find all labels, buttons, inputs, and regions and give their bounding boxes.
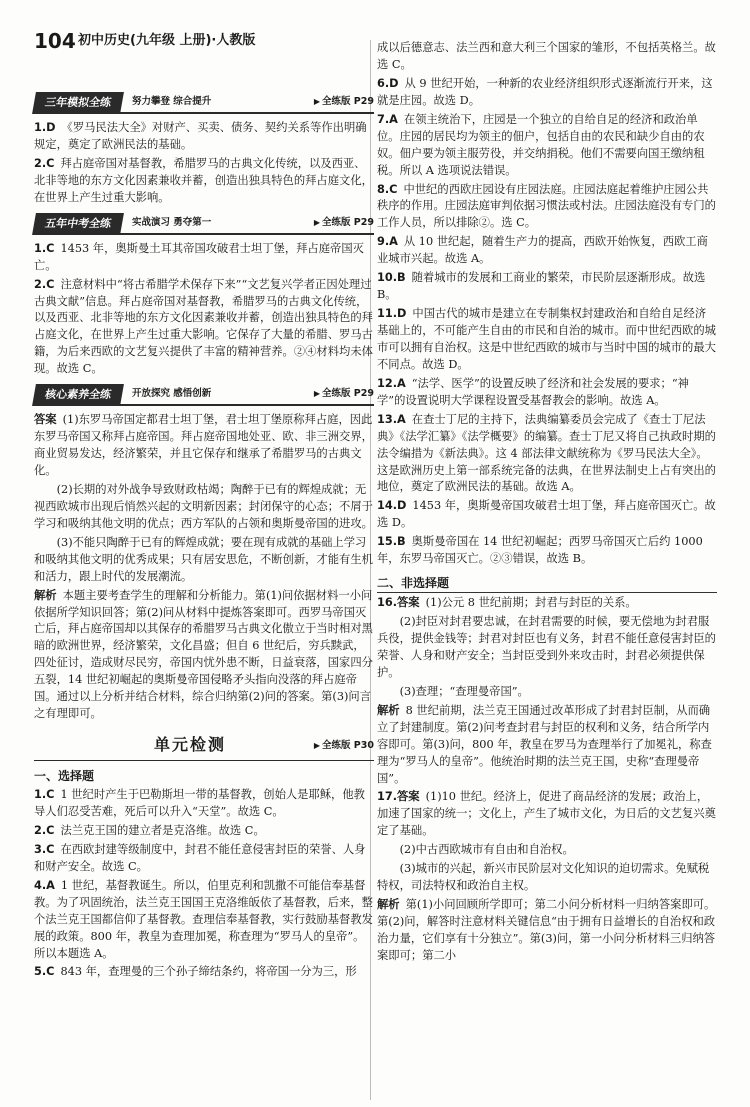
answer-item — [377, 182, 717, 233]
item-text: 中世纪的西欧庄园设有庄园法庭。庄园法庭起着维护庄园公共秩序的作用。庄园法庭审判依据习惯法或村法。庄园法庭没有专门的工作人员，所以排除②。选 C。 — [377, 182, 716, 230]
item-text: 1453 年，奥斯曼土耳其帝国攻破君士坦丁堡，拜占庭帝国灭亡。 — [34, 241, 364, 272]
answer-item — [34, 964, 374, 981]
item-label: 14.D — [377, 499, 407, 513]
analysis-text: 8 世纪前期，法兰克王国通过改革形成了封君封臣制，从而确立了封建制度。第(2)问考查封君与封臣的权利和义务，结合所学内容即可。第(3)问，800 年，教皇在罗马为查理举行了加冕礼，称查理为“罗马人的皇帝”。他统治时期的法兰克王国，史称“查理曼帝国”。 — [377, 703, 712, 785]
item-text: 1453 年，奥斯曼帝国攻破君士坦丁堡，拜占庭帝国灭亡。故选 D。 — [377, 499, 716, 530]
answer-block — [377, 595, 717, 612]
answer-para: (1)公元 8 世纪前期；封君与封臣的关系。 — [425, 596, 637, 610]
item-text: 随着城市的发展和工商业的繁荣，市民阶层逐渐形成。故选 B。 — [377, 271, 706, 302]
item-text: 拜占庭帝国对基督教，希腊罗马的古典文化传统，以及西亚、北非等地的东方文化因素兼收并蓄，创造出独具特色的拜占庭文化，在世界上产生过重大影响。 — [34, 156, 373, 204]
answer-label: 答案 — [34, 413, 57, 427]
answer-block — [377, 789, 717, 840]
answer-item — [34, 120, 374, 154]
right-column — [377, 40, 717, 967]
item-text: “法学、医学”的设置反映了经济和社会发展的要求；“神学”的设置说明大学课程设置受基督教会的影响。故选 A。 — [377, 376, 689, 407]
answer-para: (2)封臣对封君要忠诚，在封君需要的时候，要无偿地为封君服兵役，提供金钱等；封君对封臣也有义务，封君不能任意侵害封臣的荣誉、人身和财产安全；当封臣受到外来攻击时，封君必须提供保护。 — [377, 615, 716, 679]
band-slogan: 开放探究 感悟创新 — [132, 388, 212, 400]
item-label: 11.D — [377, 307, 407, 321]
item-label: 12.A — [377, 376, 406, 390]
analysis-label: 解析 — [377, 703, 400, 717]
band-slogan: 努力攀登 综合提升 — [132, 96, 212, 107]
item-label: 2.C — [34, 823, 55, 837]
analysis-block — [377, 703, 717, 788]
item-label: 1.C — [34, 241, 55, 255]
answer-item — [34, 277, 374, 379]
answer-item — [34, 156, 374, 207]
answer-item — [34, 842, 374, 876]
analysis-text: 第(1)小问回顾所学即可；第二小问分析材料一归纳答案即可。第(2)问，解答时注意材料关键信息“由于拥有日益增长的自治权和政治力量，它们享有十分独立”。第(3)问，第一小问分析材料三归纳答案即可；第二小 — [377, 898, 716, 962]
item-label: 1.C — [34, 788, 55, 802]
item-label: 6.D — [377, 76, 399, 90]
item-label: 10.B — [377, 271, 406, 285]
band-tag: 三年模拟全练 — [32, 92, 124, 114]
item-label: 7.A — [377, 112, 398, 126]
band-ref: ▶ 全练版 P29 — [314, 216, 374, 230]
item-text: 注意材料中“将古希腊学术保存下来”“文艺复兴学者正因处理过古典文献”信息。拜占庭帝国对基督教，希腊罗马的古典文化传统，以及西亚、北非等地的东方文化因素兼收并蓄，创造出独具特色的拜占庭文化，在世界上产生过重大影响。它保存了大量的希腊、罗马古籍，为后来西欧的文艺复兴提供了丰富的精神营养。②④材料均未体现。故选 C。 — [34, 277, 373, 376]
item-text: 1 世纪，基督教诞生。所以，伯里克利和凯撒不可能信奉基督教。为了巩固统治，法兰克王国国王克洛维皈依了基督教，后来，整个法兰克王国都信仰了基督教。查理信奉基督教，实行鼓励基督教发展的政策。800 年，教皇为查理加冕，称查理为“罗马人的皇帝”。所以本题选 A。 — [34, 878, 373, 960]
item-label: 3.C — [34, 842, 55, 856]
band-ref: ▶ 全练版 P29 — [314, 95, 374, 109]
left-column — [34, 86, 374, 983]
answer-label: 17.答案 — [377, 790, 420, 804]
unit-title: 单元检测 — [154, 735, 227, 755]
item-label: 8.C — [377, 182, 398, 196]
band-rule — [34, 233, 374, 235]
page-number: 104 — [34, 29, 76, 53]
answer-item — [377, 270, 717, 304]
item-text: 奥斯曼帝国在 14 世纪初崛起；西罗马帝国灭亡后约 1000 年，东罗马帝国灭亡。②③错误，故选 B。 — [377, 535, 703, 566]
section-title: 二、非选择题 — [377, 574, 717, 593]
analysis-label: 解析 — [34, 588, 57, 602]
answer-item — [34, 878, 374, 963]
unit-test-heading — [34, 731, 374, 761]
analysis-text: 本题主要考查学生的理解和分析能力。第(1)问依据材料一小问依据所学知识回答；第(2)问从材料中提炼答案即可。西罗马帝国灭亡后，拜占庭帝国却以其保存的希腊罗马古典文化傲立于当时相对黑暗的欧洲世界，经济繁荣，文化昌盛；但自 6 世纪后，穷兵黩武，四处征讨，造成财尽民穷，帝国内忧外患不断，日益衰落，国家四分五裂，14 世纪初崛起的奥斯曼帝国侵略矛头指向没落的拜占庭帝国。通过以上分析并结合材料，综合归纳第(2)问的答案。第(3)问言之有理即可。 — [34, 588, 373, 721]
answer-para: (3)查理；“查理曼帝国”。 — [399, 684, 529, 698]
answer-para: (2)长期的对外战争导致财政枯竭；陶醉于已有的辉煌成就；无视西欧城市出现后悄然兴起的文明新因素；封闭保守的心态；不屑于学习和吸纳其他文明的优点；西方军队的占领和奥斯曼帝国的进攻。 — [34, 482, 373, 530]
answer-item — [377, 234, 717, 268]
item-text: 在西欧封建等级制度中，封君不能任意侵害封臣的荣誉、人身和财产安全。故选 C。 — [34, 842, 366, 873]
item-text: 《罗马民法大全》对财产、买卖、债务、契约关系等作出明确规定，奠定了欧洲民法的基础。 — [34, 121, 367, 151]
item-label: 9.A — [377, 235, 398, 249]
item-text: 在查士丁尼的主持下，法典编纂委员会完成了《查士丁尼法典》《法学汇纂》《法学概要》的编纂。查士丁尼又将自己执政时期的法令编措为《新法典》。这 4 部法律文献统称为《罗马民法大全》。这是欧洲历史上第一部系统完备的法典，在世界法制史上占有突出的地位，奠定了欧洲民法的基础。故选 A。 — [377, 412, 716, 494]
band-rule — [34, 112, 374, 114]
analysis-block — [34, 588, 374, 724]
section-title: 一、选择题 — [34, 769, 95, 784]
band-ref: ▶ 全练版 P29 — [314, 387, 374, 401]
item-text: 中国古代的城市是建立在专制集权封建政治和自给自足经济基础上的，不可能产生自由的市民和自治的城市。而中世纪西欧的城市可以拥有自治权。这是中世纪西欧的城市与当时中国的城市的最大不同点。故选 D。 — [377, 307, 716, 371]
answer-item — [377, 498, 717, 532]
section-band-1 — [34, 92, 374, 114]
item-label: 13.A — [377, 412, 406, 426]
item-text: 法兰克王国的建立者是克洛维。故选 C。 — [60, 823, 265, 837]
answer-item — [377, 412, 717, 497]
item-label: 5.C — [34, 965, 55, 979]
book-title: 初中历史(九年级 上册)·人教版 — [78, 33, 256, 48]
band-tag: 核心素养全练 — [32, 384, 124, 406]
band-slogan: 实战演习 勇夺第一 — [132, 216, 212, 228]
answer-item — [377, 376, 717, 410]
answer-item — [377, 112, 717, 180]
answer-label: 16.答案 — [377, 596, 420, 610]
item-text: 在领主统治下，庄园是一个独立的自给自足的经济和政治单位。庄园的居民均为领主的佃户，包括自由的农民和缺少自由的农奴。佃户要为领主服劳役，并交纳捐税。他们不需要向国王缴纳租税。所以 A 选项说法错误。 — [377, 112, 705, 177]
analysis-label: 解析 — [377, 898, 400, 912]
answer-item — [34, 823, 374, 840]
answer-item — [377, 306, 717, 374]
unit-rule — [34, 760, 374, 761]
answer-para: (3)不能只陶醉于已有的辉煌成就；要在现有成就的基础上学习和吸纳其他文明的优秀成果；只有居安思危，不断创新，才能有生机和活力，跟上时代的发展潮流。 — [34, 535, 373, 583]
item-label: 1.D — [34, 121, 56, 134]
answer-para: (2)中古西欧城市有自由和自治权。 — [399, 843, 574, 857]
answer-para: (1)东罗马帝国定都君士坦丁堡，君士坦丁堡原称拜占庭，因此东罗马帝国又称拜占庭帝国。拜占庭帝国地处亚、欧、非三洲交界，商业贸易发达，经济繁荣，并且它保存和继承了希腊罗马的古典文化。 — [34, 413, 373, 477]
answer-item — [377, 534, 717, 568]
item-text: 从 9 世纪开始，一种新的农业经济组织形式逐渐流行开来，这就是庄园。故选 D。 — [377, 76, 713, 107]
unit-ref: ▶ 全练版 P30 — [314, 739, 374, 753]
answer-para: (1)10 世纪。经济上，促进了商品经济的发展；政治上，加速了国家的统一；文化上，产生了城市文化，为日后的文艺复兴奠定了基础。 — [377, 790, 716, 838]
item-text: 从 10 世纪起，随着生产力的提高，西欧开始恢复，西欧工商业城市兴起。故选 A。 — [377, 235, 708, 266]
answer-para: (3)城市的兴起，新兴市民阶层对文化知识的迫切需求。免赋税特权，司法特权和政治自主权。 — [377, 862, 710, 893]
item-label: 2.C — [34, 277, 55, 291]
item-label: 15.B — [377, 535, 406, 549]
band-tag: 五年中考全练 — [32, 213, 124, 235]
band-rule — [34, 404, 374, 406]
answer-block — [34, 412, 374, 480]
answer-item — [34, 241, 374, 275]
item-label: 4.A — [34, 878, 55, 892]
item-label: 2.C — [34, 156, 55, 170]
answer-item — [34, 787, 374, 821]
item-text: 843 年，查理曼的三个孙子缔结条约，将帝国一分为三，形 — [60, 965, 357, 979]
answer-item — [377, 76, 717, 110]
section-band-3 — [34, 384, 374, 406]
section-band-2 — [34, 213, 374, 235]
continued-text: 成以后德意志、法兰西和意大利三个国家的雏形，不包括英格兰。故选 C。 — [377, 41, 716, 71]
item-text: 1 世纪时产生于巴勒斯坦一带的基督教，创始人是耶稣，他教导人们忍受苦难，死后可以升入“天堂”。故选 C。 — [34, 788, 365, 818]
analysis-block — [377, 897, 717, 965]
